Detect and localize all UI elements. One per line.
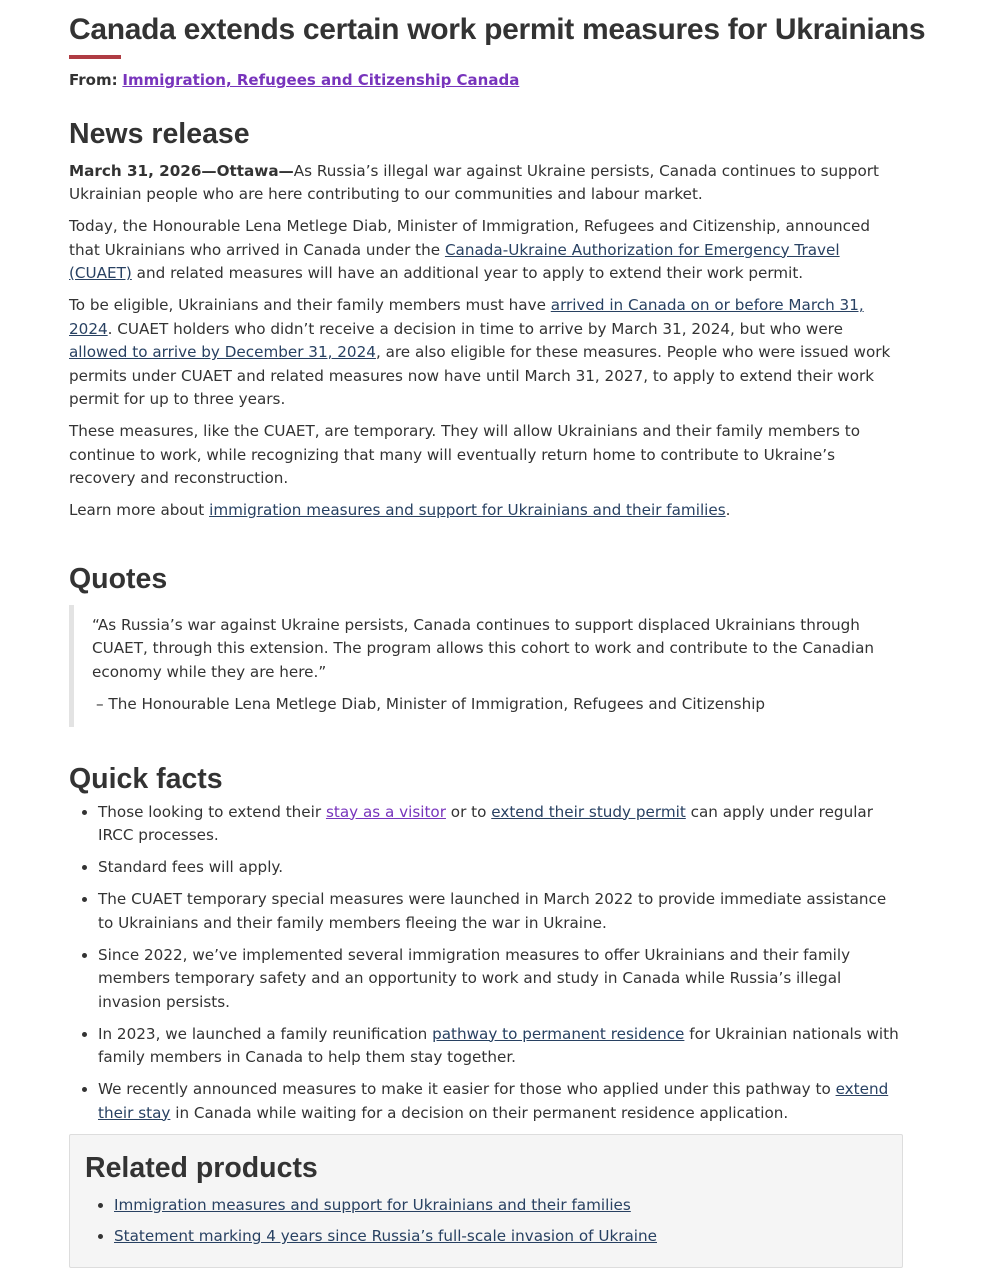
title-underline-accent xyxy=(69,55,121,59)
news-paragraph-3-text-mid: . CUAET holders who didn’t receive a decision in time to arrive by March 31, 2024, but who were xyxy=(107,319,843,338)
learn-more-period: . xyxy=(725,501,731,519)
list-item: • The CUAET temporary special measures were launched in March 2022 to provide immediate assistance to Ukrainians and their family members fleeing the war in Ukraine. xyxy=(98,888,903,935)
related-link-statement-4-years[interactable]: Statement marking 4 years since Russia’s full-scale invasion of Ukraine xyxy=(114,1227,657,1245)
fact-text: In 2023, we launched a family reunification xyxy=(98,1024,433,1043)
news-paragraph-1 xyxy=(69,160,903,207)
learn-more-text: Learn more about xyxy=(69,501,210,519)
fact-text-end: can apply under regular IRCC processes. xyxy=(98,802,873,844)
quotes-section xyxy=(69,560,903,727)
quick-facts-section xyxy=(69,760,903,1126)
related-products-list xyxy=(85,1194,887,1249)
from-label: From: xyxy=(69,71,118,89)
related-link-immigration-measures[interactable]: Immigration measures and support for Ukrainians and their families xyxy=(114,1195,631,1214)
related-products-heading: Related products xyxy=(85,1151,318,1184)
quote-attribution: – The Honourable Lena Metlege Diab, Minister of Immigration, Refugees and Citizenship xyxy=(96,694,766,713)
news-article xyxy=(69,0,926,1268)
list-item: • Standard fees will apply. xyxy=(98,856,903,880)
minister-quote xyxy=(69,605,903,727)
extend-study-permit-link[interactable]: extend their study permit xyxy=(491,802,686,821)
pathway-permanent-residence-link[interactable]: pathway to permanent residence xyxy=(432,1024,685,1043)
list-item xyxy=(98,801,903,848)
fact-text-end: in Canada while waiting for a decision on their permanent residence application. xyxy=(170,1103,789,1122)
quotes-heading: Quotes xyxy=(69,562,168,595)
news-paragraph-2 xyxy=(69,215,903,286)
list-item xyxy=(114,1194,887,1218)
quick-facts-list xyxy=(69,801,903,1126)
dateline: March 31, 2026—Ottawa— xyxy=(69,161,294,180)
list-item: • Since 2022, we’ve implemented several immigration measures to offer Ukrainians and their family members temporary safety and an opportunity to work and study in Canada while Russia’s illegal invasion persists. xyxy=(98,944,903,1015)
news-release-heading: News release xyxy=(69,117,250,150)
fact-text-mid: or to xyxy=(445,802,492,821)
news-release-section xyxy=(69,115,903,523)
allowed-to-arrive-link[interactable]: allowed to arrive by December 31, 2024 xyxy=(69,343,376,361)
news-paragraph-3-text-end: , are also eligible for these measures. People who were issued work permits under CUAET and related measures now have until March 31, 2027, to apply to extend their work permit for up to three years. xyxy=(69,343,891,408)
extend-their-stay-link[interactable]: extend their stay xyxy=(98,1080,889,1122)
news-paragraph-3 xyxy=(69,294,903,412)
news-paragraph-2-text: Today, the Honourable Lena Metlege Diab, Minister of Immigration, Refugees and Citizenship, announced that Ukrainians who arrived in Canada under the xyxy=(69,217,870,259)
stay-as-visitor-link[interactable]: stay as a visitor xyxy=(325,802,446,821)
immigration-measures-link[interactable]: immigration measures and support for Ukrainians and their families xyxy=(209,501,726,519)
arrived-before-link[interactable]: arrived in Canada on or before March 31, 2024 xyxy=(69,296,864,338)
fact-text: Those looking to extend their xyxy=(98,802,326,821)
fact-text-end: for Ukrainian nationals with family members in Canada to help them stay together. xyxy=(98,1024,899,1066)
related-products-panel xyxy=(69,1134,903,1268)
news-paragraph-4: These measures, like the CUAET, are temporary. They will allow Ukrainians and their family members to continue to work, while recognizing that many will eventually return home to contribute to Ukraine’s recovery and reconstruction. xyxy=(69,422,861,487)
news-paragraph-2-text-end: and related measures will have an additional year to apply to extend their work permit. xyxy=(131,264,804,282)
quick-facts-heading: Quick facts xyxy=(69,762,223,795)
list-item xyxy=(98,1023,903,1070)
page-title: Canada extends certain work permit measures for Ukrainians xyxy=(69,13,926,46)
news-paragraph-5 xyxy=(69,499,903,523)
quote-text: “As Russia’s war against Ukraine persists, Canada continues to support displaced Ukrainians through CUAET, through this extension. The program allows this cohort to work and contribute to the Canadian economy while they are here.” xyxy=(92,615,875,681)
list-item xyxy=(114,1225,887,1249)
cuaet-link[interactable]: Canada-Ukraine Authorization for Emergency Travel (CUAET) xyxy=(69,240,840,282)
department-link[interactable]: Immigration, Refugees and Citizenship Canada xyxy=(122,71,520,89)
news-paragraph-1-text: As Russia’s illegal war against Ukraine persists, Canada continues to support Ukrainian people who are here contributing to our communities and labour market. xyxy=(69,161,879,203)
news-paragraph-3-text: To be eligible, Ukrainians and their family members must have xyxy=(69,296,551,314)
list-item xyxy=(98,1078,903,1125)
fact-text: We recently announced measures to make it easier for those who applied under this pathway to xyxy=(98,1080,836,1098)
from-line xyxy=(69,69,903,93)
